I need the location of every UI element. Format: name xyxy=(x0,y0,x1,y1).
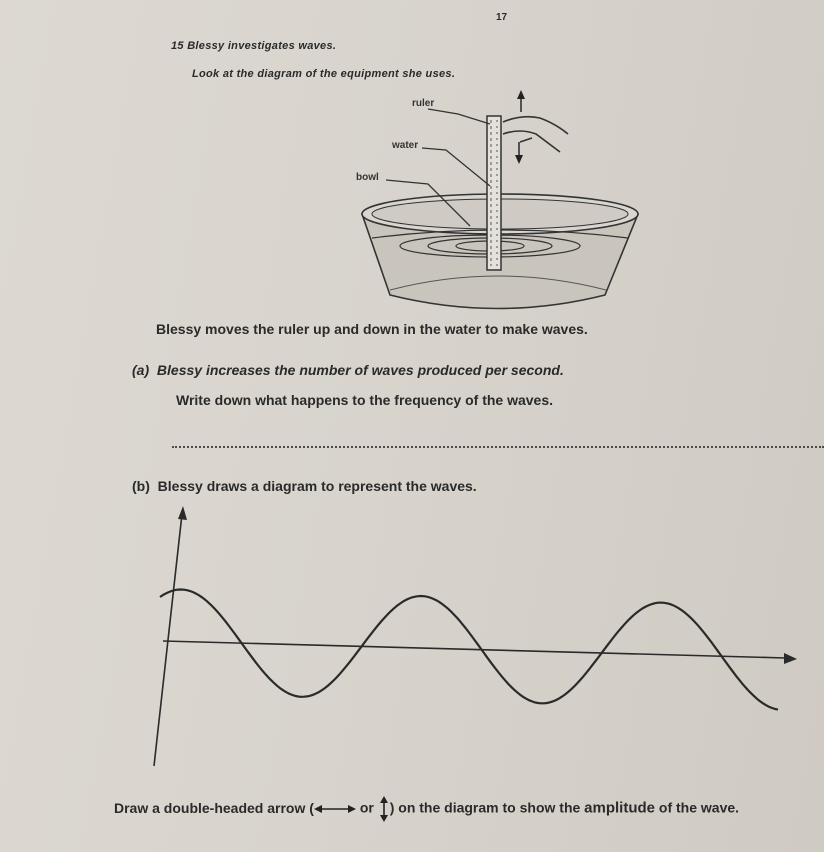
axis-arrowhead-right-icon xyxy=(784,653,797,664)
question-moves-text: Blessy moves the ruler up and down in the water to make waves. xyxy=(156,321,588,337)
diagram-instruction: Look at the diagram of the equipment she uses. xyxy=(192,68,456,80)
label-water: water xyxy=(392,140,419,151)
double-arrow-vertical-icon xyxy=(378,796,390,822)
part-b-label: (b) xyxy=(132,478,150,494)
double-arrow-horizontal-icon xyxy=(314,803,356,815)
label-ruler: ruler xyxy=(412,98,435,109)
label-bowl: bowl xyxy=(356,172,379,183)
part-a-statement: Blessy increases the number of waves produced per second. xyxy=(156,362,564,378)
vertical-axis xyxy=(154,514,182,766)
page-number: 17 xyxy=(496,12,508,23)
horizontal-axis xyxy=(163,641,786,658)
arrow-down-icon xyxy=(515,155,523,164)
part-b-statement: Blessy draws a diagram to represent the waves. xyxy=(157,478,477,494)
arrow-up-icon xyxy=(517,90,525,99)
part-a-text xyxy=(132,362,564,378)
part-a-label: (a) xyxy=(132,362,150,378)
part-b-text xyxy=(132,478,477,494)
ruler xyxy=(487,116,501,270)
wave-diagram xyxy=(154,506,797,766)
axis-arrowhead-icon xyxy=(178,506,187,520)
hand xyxy=(503,117,568,152)
part-a-instruction: Write down what happens to the frequency of the waves. xyxy=(176,392,554,408)
answer-line[interactable] xyxy=(172,446,824,448)
part-b-instruction: Draw a double-headed arrow ( or ) on the diagram to show the amplitude of the wave. xyxy=(106,796,818,822)
question-intro: 15 Blessy investigates waves. xyxy=(171,40,337,52)
equipment-diagram xyxy=(362,90,638,309)
